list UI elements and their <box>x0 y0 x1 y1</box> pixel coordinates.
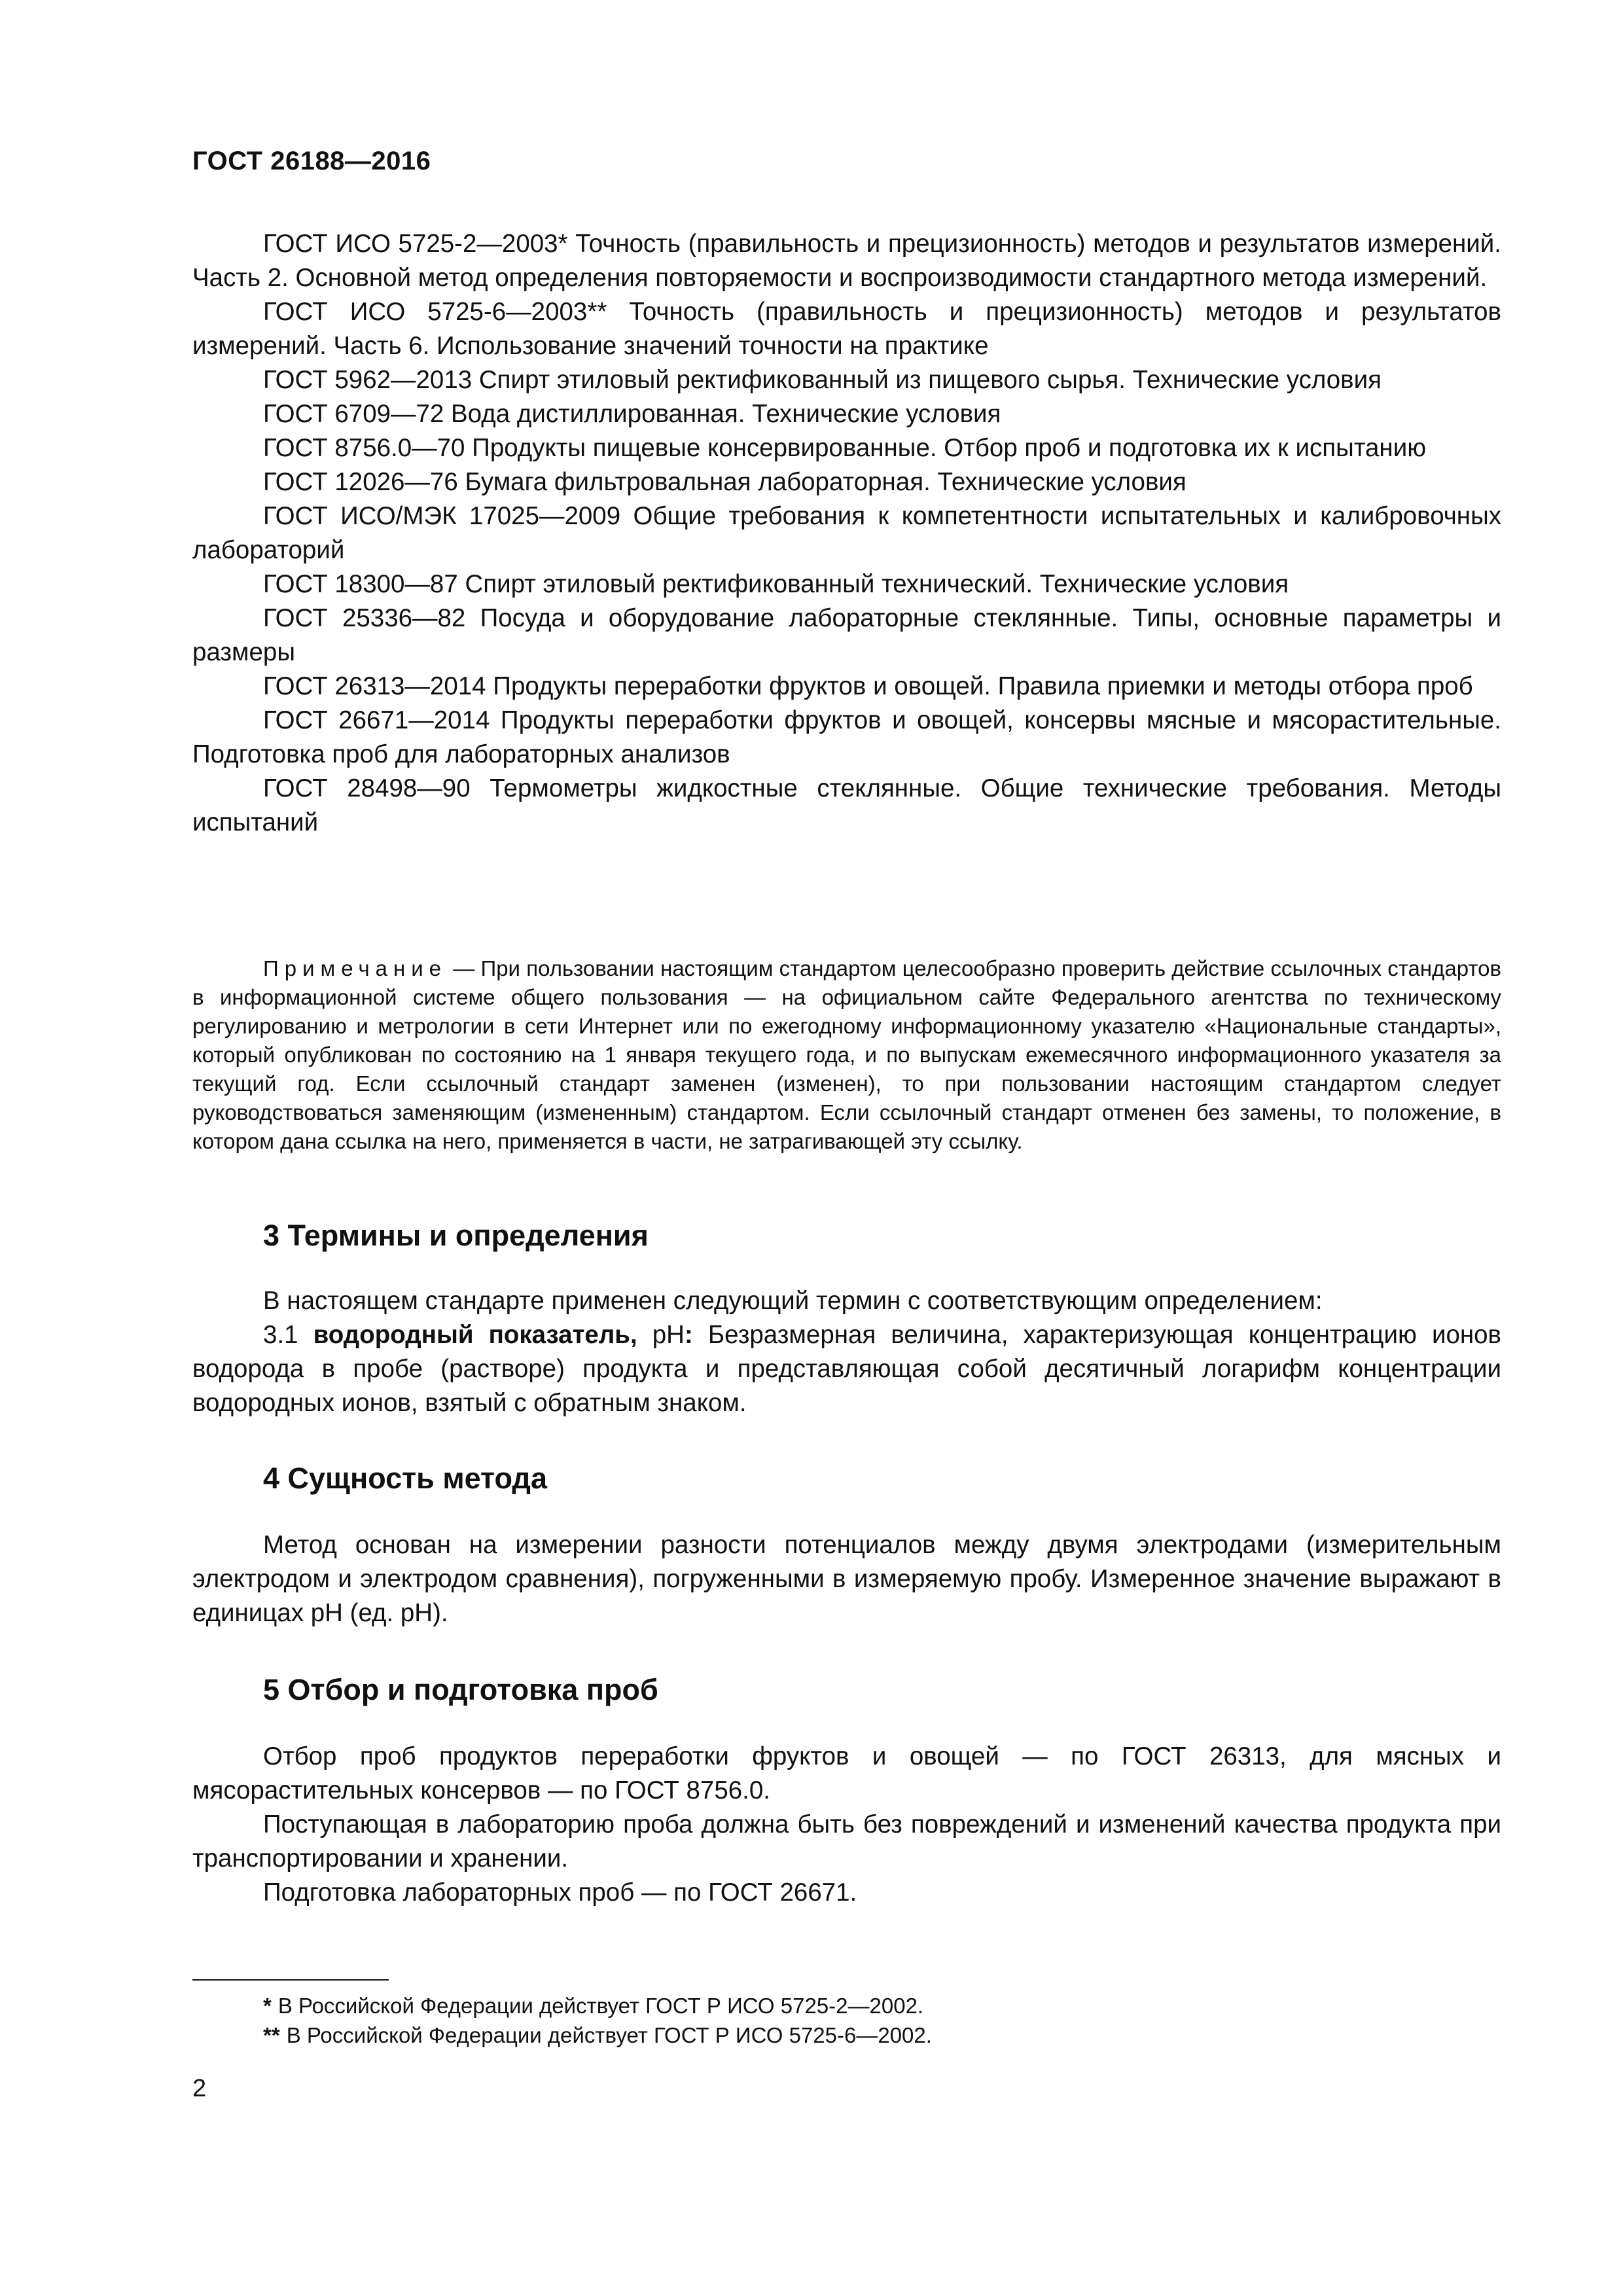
footnote-mark: ** <box>263 2023 280 2047</box>
section-5-heading: 5 Отбор и подготовка проб <box>263 1673 658 1706</box>
section-5-paragraph: Отбор проб продуктов переработки фруктов и овощей — по ГОСТ 26313, для мясных и мясорастительных консервов — по ГОСТ 8756.0. <box>192 1742 1501 1804</box>
term-definition <box>192 1318 1501 1420</box>
reference-item: ГОСТ 25336—82 Посуда и оборудование лабораторные стеклянные. Типы, основные параметры и размеры <box>192 604 1501 666</box>
term-symbol: pH <box>637 1321 685 1349</box>
section-3-intro: В настоящем стандарте применен следующий термин с соответствующим определением: <box>263 1287 1323 1315</box>
reference-item: ГОСТ 26313—2014 Продукты переработки фруктов и овощей. Правила приемки и методы отбора проб <box>263 672 1473 700</box>
reference-item: ГОСТ 5962—2013 Спирт этиловый ректификованный из пищевого сырья. Технические условия <box>263 366 1382 394</box>
section-4-paragraph: Метод основан на измерении разности потенциалов между двумя электродами (измерительным электродом и электродом сравнения), погруженными в измеряемую пробу. Измеренное значение выражают в единицах pH (ед. pH). <box>192 1531 1501 1627</box>
reference-item: ГОСТ 8756.0—70 Продукты пищевые консервированные. Отбор проб и подготовка их к испытанию <box>263 434 1427 462</box>
reference-item: ГОСТ 6709—72 Вода дистиллированная. Технические условия <box>263 400 1001 428</box>
footnote-mark: * <box>263 1994 272 2018</box>
section-4-body <box>192 1528 1501 1630</box>
document-header: ГОСТ 26188—2016 <box>192 147 431 175</box>
reference-item: ГОСТ ИСО/МЭК 17025—2009 Общие требования к компетентности испытательных и калибровочных лабораторий <box>192 502 1501 564</box>
page-number: 2 <box>192 2075 207 2102</box>
term-colon: : <box>684 1321 693 1349</box>
footnote <box>263 1991 932 2020</box>
reference-item: ГОСТ 26671—2014 Продукты переработки фруктов и овощей, консервы мясные и мясорастительные. Подготовка проб для лабораторных анализов <box>192 706 1501 768</box>
note-paragraph <box>192 954 1501 1156</box>
term-name: водородный показатель, <box>313 1321 637 1349</box>
reference-item: ГОСТ ИСО 5725-2—2003* Точность (правильность и прецизионность) методов и результатов измерений. Часть 2. Основной метод определения повторяемости и воспроизводимости стандартного метода измерений. <box>192 230 1501 292</box>
footnote-text: В Российской Федерации действует ГОСТ Р ИСО 5725-6—2002. <box>286 2023 932 2047</box>
section-5-paragraph: Поступающая в лабораторию проба должна быть без повреждений и изменений качества продукта при транспортировании и хранении. <box>192 1810 1501 1873</box>
section-5-body <box>192 1740 1501 1910</box>
reference-item: ГОСТ 18300—87 Спирт этиловый ректификованный технический. Технические условия <box>263 570 1289 598</box>
term-definition-text: Безразмерная величина, характеризующая концентрацию ионов водорода в пробе (растворе) продукта и представляющая собой десятичный логарифм концентрации водородных ионов, взятый с обратным знаком. <box>192 1321 1501 1417</box>
footnotes <box>263 1991 932 2050</box>
reference-item: ГОСТ 28498—90 Термометры жидкостные стеклянные. Общие технические требования. Методы испытаний <box>192 774 1501 836</box>
reference-item: ГОСТ 12026—76 Бумага фильтровальная лабораторная. Технические условия <box>263 468 1186 496</box>
section-3-heading: 3 Термины и определения <box>263 1219 649 1252</box>
footnote-text: В Российской Федерации действует ГОСТ Р ИСО 5725-2—2002. <box>277 1994 924 2018</box>
term-number: 3.1 <box>263 1321 313 1349</box>
normative-references <box>192 227 1501 840</box>
section-5-paragraph: Подготовка лабораторных проб — по ГОСТ 26671. <box>263 1878 857 1907</box>
section-3-body <box>192 1284 1501 1420</box>
footnote-divider <box>192 1979 389 1981</box>
reference-item: ГОСТ ИСО 5725-6—2003** Точность (правильность и прецизионность) методов и результатов измерений. Часть 6. Использование значений точности на практике <box>192 298 1501 360</box>
note-label: Примечание <box>263 956 448 980</box>
section-4-heading: 4 Сущность метода <box>263 1462 547 1495</box>
footnote <box>263 2020 932 2050</box>
note-text: — При пользовании настоящим стандартом целесообразно проверить действие ссылочных стандартов в информационной системе общего пользования — на официальном сайте Федерального агентства по техническому регулированию и метрологии в сети Интернет или по ежегодному информационному указателю «Национальные стандарты», который опубликован по состоянию на 1 января текущего года, и по выпускам ежемесячного информационного указателя за текущий год. Если ссылочный стандарт заменен (изменен), то при пользовании настоящим стандартом следует руководствоваться заменяющим (измененным) стандартом. Если ссылочный стандарт отменен без замены, то положение, в котором дана ссылка на него, применяется в части, не затрагивающей эту ссылку. <box>192 956 1501 1153</box>
